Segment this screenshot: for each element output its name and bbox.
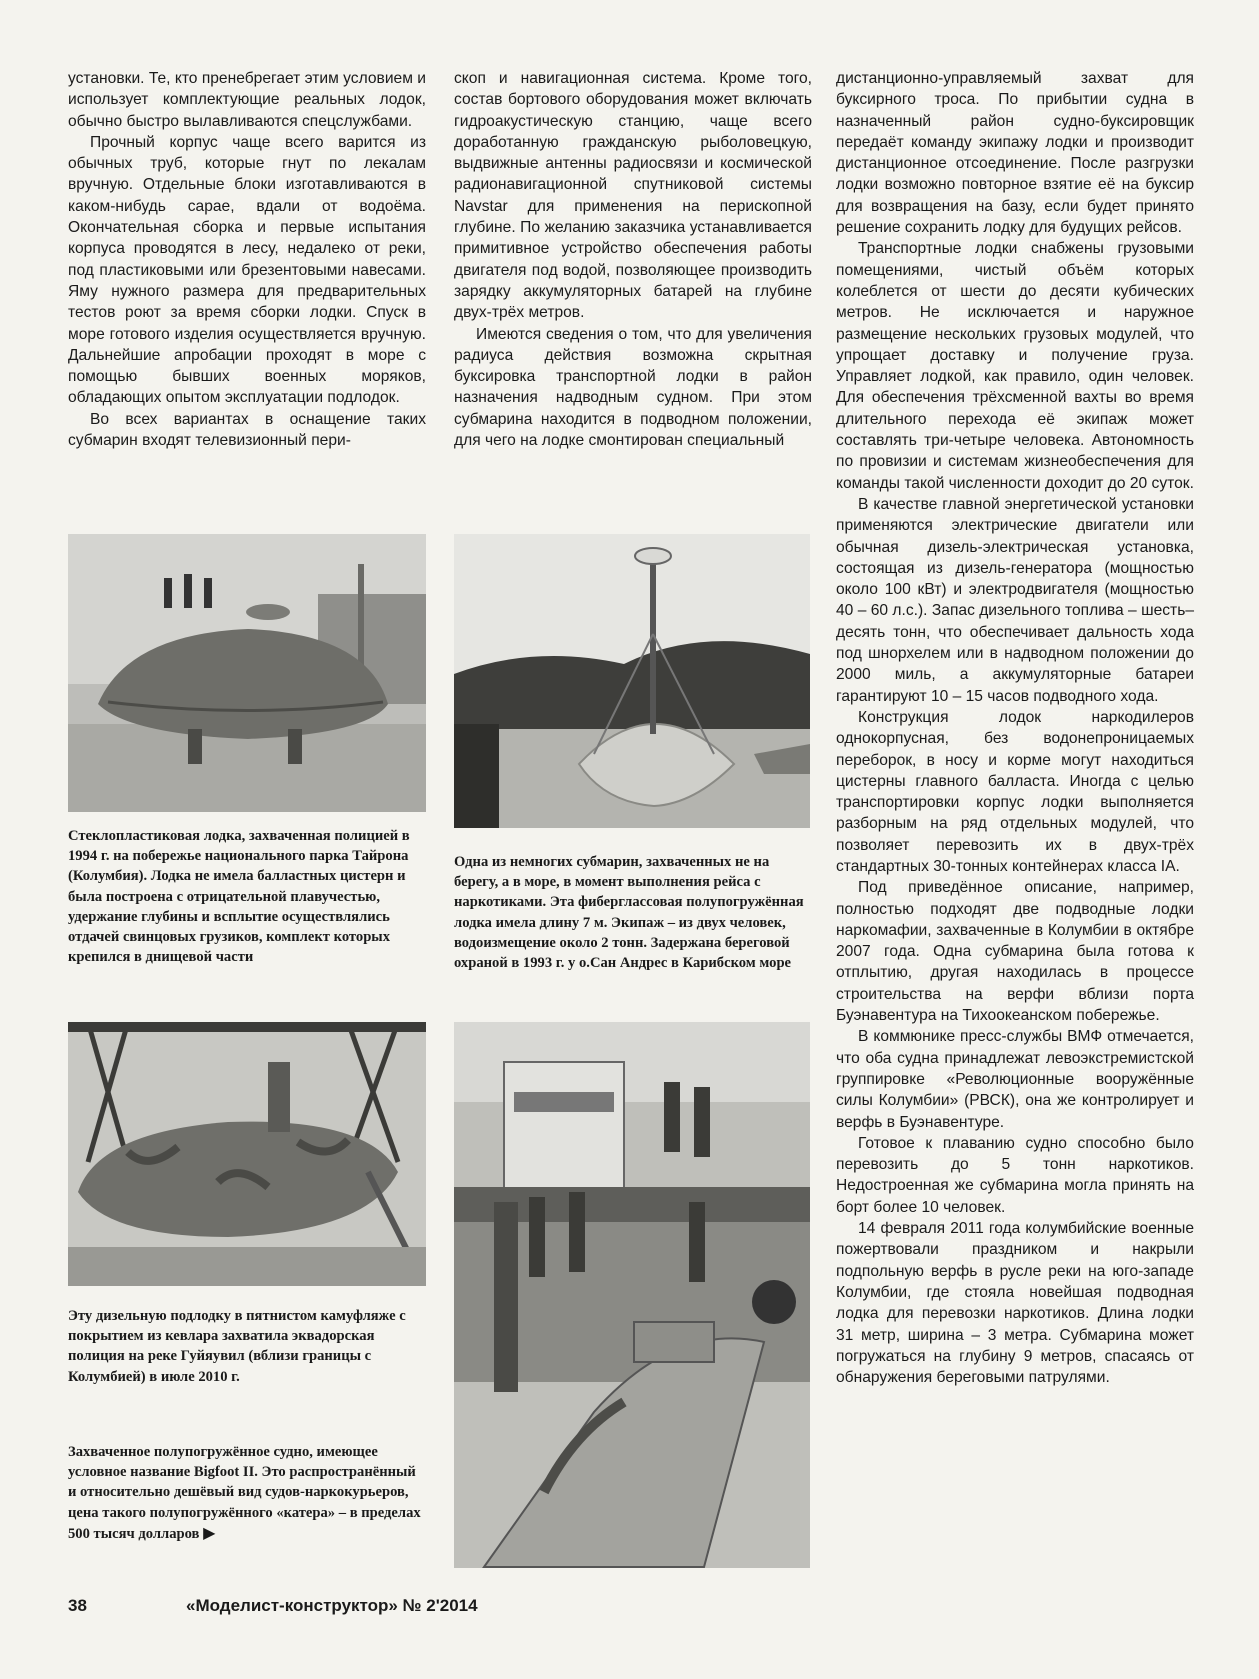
page-footer (68, 1596, 478, 1616)
paragraph: установки. Те, кто пренебрегает этим условием и использует комплектующие реальных лодок, обычно быстро вылавливаются спецслужбами. (68, 70, 426, 130)
caption-text (68, 1442, 426, 1544)
caption-photo-3 (68, 1306, 426, 1387)
paragraph: В коммюнике пресс-службы ВМФ отмечается, что оба судна принадлежат левоэкстремистской группировке «Революционные вооружённые силы Колумбии» (РВСК), она же контролирует и верфь в Буэнавентуре. (836, 1028, 1194, 1131)
paragraph: В качестве главной энергетической установки применяются электрические двигатели или обычная дизель-электрическая установка, состоящая из дизель-генератора (мощностью около 100 кВт) и электродвигателя (мощностью 40 – 60 л.с.). Запас дизельного топлива – шесть–десять тонн, что обеспечивает дальность хода под шнорхелем или в надводном положении до 2000 миль, а аккумуляторные батареи гарантируют 10 – 15 часов подводного хода. (836, 495, 1194, 705)
caption-photo-1 (68, 826, 426, 967)
caption-text: Стеклопластиковая лодка, захваченная полицией в 1994 г. на побережье национального парка Тайрона (Колумбия). Лодка не имела балластных цистерн и была построена с отрицательной плавучестью, удержание глубины и всплытие осуществлялись отдачей свинцовых грузиков, комплект которых крепился в днищевой части (68, 828, 410, 966)
caption-photo-4 (68, 1442, 426, 1544)
page-number: 38 (68, 1596, 87, 1615)
paragraph: дистанционно-управляемый захват для буксирного троса. По прибытии судна в назначенный район судно-буксировщик передаёт команду экипажу лодки и производит дистанционное отсоединение. После разгрузки лодки возможно повторное взятие её на буксир для возвращения на базу, если будет принято решение сохранить лодку для будущих рейсов. (836, 70, 1194, 237)
paragraph: скоп и навигационная система. Кроме того, состав бортового оборудования может включать гидроакустическую станцию, чаще всего доработанную гражданскую рыболовецкую, выдвижные антенны радиосвязи и космической радионавигационной спутниковой системы Navstar для применения на перископной глубине. По желанию заказчика устанавливается примитивное устройство обеспечения работы двигателя под водой, позволяющее производить зарядку аккумуляторных батарей на глубине двух-трёх метров. (454, 70, 812, 322)
article-column-1 (68, 68, 426, 451)
photo-semi-submersible-at-sea (454, 534, 810, 828)
photo-fiberglass-boat (68, 534, 426, 812)
paragraph: Имеются сведения о том, что для увеличения радиуса действия возможна скрытная буксировка транспортной лодки в район назначения надводным судном. При этом субмарина находится в подводном положении, для чего на лодке смонтирован специальный (454, 325, 812, 450)
article-column-3 (836, 68, 1194, 1388)
paragraph: Готовое к плаванию судно способно было перевозить до 5 тонн наркотиков. Недостроенная же субмарина могла принять на борт более 10 человек. (836, 1134, 1194, 1216)
arrow-right-icon: ▶ (203, 1522, 216, 1542)
caption-body: Захваченное полупогружённое судно, имеющее условное название Bigfoot II. Это распространённый и относительно дешёвый вид судов-наркокурьеров, цена такого полупогружённого «катера» – в пределах 500 тысяч долларов (68, 1444, 421, 1542)
paragraph: Во всех вариантах в оснащение таких субмарин входят телевизионный пери- (68, 410, 426, 450)
paragraph: Прочный корпус чаще всего варится из обычных труб, которые гнут по лекалам вручную. Отдельные блоки изготавливаются в каком-нибудь сарае, вдали от водоёма. Окончательная сборка и первые испытания корпуса проводятся в лесу, недалеко от реки, под пластиковыми или брезентовыми навесами. Яму нужного размера для предварительных тестов роют за время сборки лодки. Спуск в море готового изделия осуществляется вручную. Дальнейшие апробации проходят в море с помощью бывших военных моряков, обладающих опытом эксплуатации подлодок. (68, 133, 426, 407)
paragraph: Конструкция лодок наркодилеров однокорпусная, без водонепроницаемых переборок, в носу и корме могут находиться цистерны главного балласта. Иногда с целью транспортировки корпус лодки выполняется разборным на ряд отдельных модулей, что позволяет перевозить их в двух-трёх стандартных 30-тонных контейнерах класса IA. (836, 708, 1194, 875)
caption-photo-2 (454, 852, 810, 973)
photo-camouflage-submarine (68, 1022, 426, 1286)
caption-text: Эту дизельную подлодку в пятнистом камуфляже с покрытием из кевлара захватила эквадорская полиция на реке Гуйяувил (вблизи границы с Колумбией) в июле 2010 г. (68, 1308, 406, 1385)
magazine-issue: «Моделист-конструктор» № 2'2014 (186, 1596, 478, 1615)
paragraph: 14 февраля 2011 года колумбийские военные пожертвовали праздником и накрыли подпольную верфь в русле реки на юго-западе Колумбии, где стояла новейшая подводная лодка для перевозки наркотиков. Длина лодки 31 метр, ширина – 3 метра. Субмарина может погружаться на глубину 9 метров, спасаясь от обнаружения береговыми патрулями. (836, 1220, 1194, 1387)
photo-bigfoot-ii (454, 1022, 810, 1568)
paragraph: Под приведённое описание, например, полностью подходят две подводные лодки наркомафии, захваченные в Колумбии в октябре 2007 года. Одна субмарина была готова к отплытию, другая находилась в процессе строительства на верфи вблизи порта Буэнавентура на Тихоокеанском побережье. (836, 879, 1194, 1025)
caption-text: Одна из немногих субмарин, захваченных не на берегу, а в море, в момент выполнения рейса с наркотиками. Эта фиберглассовая полупогружённая лодка имела длину 7 м. Экипаж – из двух человек, водоизмещение около 2 тонн. Задержана береговой охраной в 1993 г. у о.Сан Андрес в Карибском море (454, 854, 804, 972)
article-column-2 (454, 68, 812, 451)
paragraph: Транспортные лодки снабжены грузовыми помещениями, чистый объём которых колеблется от шести до десяти кубических метров. Не исключается и наружное размещение нескольких грузовых модулей, что упрощает доставку и получение груза. Управляет лодкой, как правило, один человек. Для обеспечения трёхсменной вахты во время длительного перехода её экипаж может составлять три-четыре человека. Автономность по провизии и системам жизнеобеспечения для команды такой численности доходит до 20 суток. (836, 240, 1194, 492)
